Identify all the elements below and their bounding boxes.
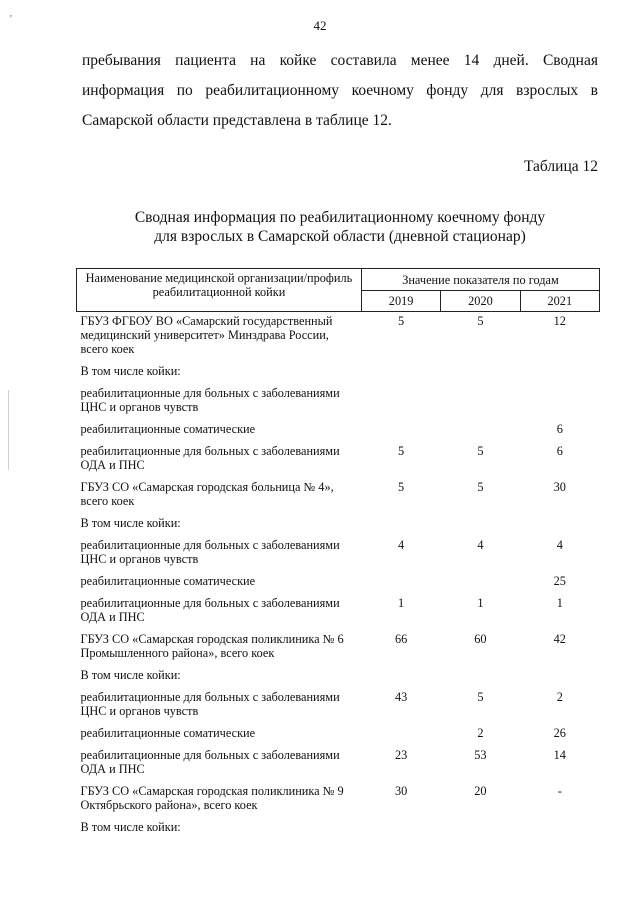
value-2019: 5: [398, 480, 405, 494]
table-label: Таблица 12: [523, 158, 598, 175]
table-title-line-1: Сводная информация по реабилитационному коечному фонду: [134, 209, 546, 226]
value-2019: [361, 362, 440, 384]
table-row: [77, 384, 600, 420]
table-row: [77, 818, 600, 840]
value-2019: 23: [394, 748, 408, 762]
value-2019: [361, 818, 440, 840]
value-2020: 5: [477, 480, 484, 494]
value-2021: [520, 818, 599, 840]
value-2019: 30: [394, 784, 408, 798]
row-name: реабилитационные для больных с заболеваниями ОДА и ПНС: [80, 596, 340, 624]
row-name: В том числе койки:: [80, 364, 181, 378]
table-row: [77, 746, 600, 782]
value-2020: [441, 384, 520, 420]
table-row: [77, 782, 600, 818]
value-2021: -: [557, 784, 562, 798]
value-2021: 6: [556, 444, 563, 458]
value-2019: 1: [398, 596, 405, 610]
value-2019: [361, 514, 440, 536]
table-row: [77, 442, 600, 478]
value-2021: 30: [553, 480, 566, 494]
value-2021: 42: [553, 632, 566, 646]
value-2021: [520, 362, 599, 384]
value-2020: 1: [477, 596, 484, 610]
table-row: [77, 312, 600, 363]
table-row: [77, 536, 600, 572]
row-name: реабилитационные соматические: [80, 574, 256, 588]
header-year-2019: 2019: [361, 291, 440, 312]
value-2020: [441, 362, 520, 384]
row-name: реабилитационные для больных с заболеваниями ОДА и ПНС: [80, 748, 340, 776]
row-name: ГБУЗ СО «Самарская городская больница № 4», всего коек: [80, 480, 334, 508]
row-name: В том числе койки:: [80, 516, 181, 530]
row-name: В том числе койки:: [80, 668, 181, 682]
value-2021: [520, 666, 599, 688]
value-2020: 53: [474, 748, 487, 762]
intro-text: пребывания пациента на койке составила менее 14 дней. Сводная информация по реабилитационному коечному фонду для взрослых в Самарской области представлена в таблице 12.: [82, 52, 598, 129]
value-2020: 2: [477, 726, 484, 740]
value-2020: [441, 572, 520, 594]
value-2020: [441, 420, 520, 442]
row-name: реабилитационные соматические: [80, 726, 256, 740]
table-row: [77, 630, 600, 666]
table-row: [77, 362, 600, 384]
table-row: [77, 688, 600, 724]
value-2021: [520, 384, 599, 420]
row-name: ГБУЗ ФГБОУ ВО «Самарский государственный медицинский университет» Минздрава России, всего коек: [80, 314, 333, 356]
table-row: [77, 514, 600, 536]
scan-mark: ': [10, 14, 12, 25]
scan-edge-line: [8, 390, 9, 470]
header-year-2021: 2021: [520, 291, 599, 312]
value-2021: 14: [553, 748, 566, 762]
row-name: ГБУЗ СО «Самарская городская поликлиника № 6 Промышленного района», всего коек: [80, 632, 344, 660]
table-row: [77, 594, 600, 630]
row-name: реабилитационные для больных с заболеваниями ЦНС и органов чувств: [80, 386, 340, 414]
table-row: [77, 420, 600, 442]
value-2021: [520, 514, 599, 536]
page-number: 42: [313, 18, 327, 33]
value-2021: 6: [556, 422, 563, 436]
value-2020: [441, 666, 520, 688]
value-2020: 5: [477, 314, 484, 328]
header-organization: Наименование медицинской организации/профиль реабилитационной койки: [77, 269, 362, 312]
beds-table: [76, 268, 600, 840]
value-2020: 5: [477, 690, 484, 704]
row-name: реабилитационные для больных с заболеваниями ЦНС и органов чувств: [80, 690, 340, 718]
value-2021: 1: [556, 596, 563, 610]
value-2020: [441, 514, 520, 536]
value-2020: 5: [477, 444, 484, 458]
value-2019: [361, 572, 440, 594]
row-name: реабилитационные для больных с заболеваниями ЦНС и органов чувств: [80, 538, 340, 566]
value-2019: 66: [394, 632, 408, 646]
row-name: реабилитационные для больных с заболеваниями ОДА и ПНС: [80, 444, 340, 472]
value-2021: 25: [553, 574, 566, 588]
value-2019: 43: [394, 690, 408, 704]
value-2019: 5: [398, 314, 405, 328]
value-2020: 4: [477, 538, 484, 552]
value-2020: 20: [474, 784, 487, 798]
header-year-2020: 2020: [441, 291, 520, 312]
value-2021: 26: [553, 726, 566, 740]
value-2019: 4: [398, 538, 405, 552]
table-title-line-2: для взрослых в Самарской области (дневной стационар): [154, 228, 526, 245]
value-2021: 12: [553, 314, 566, 328]
table-row: [77, 572, 600, 594]
value-2019: [361, 666, 440, 688]
value-2019: [361, 384, 440, 420]
value-2021: 4: [556, 538, 563, 552]
table-row: [77, 666, 600, 688]
intro-paragraph: [82, 46, 598, 136]
value-2019: [361, 724, 440, 746]
row-name: ГБУЗ СО «Самарская городская поликлиника № 9 Октябрьского района», всего коек: [80, 784, 344, 812]
value-2020: [441, 818, 520, 840]
row-name: реабилитационные соматические: [80, 422, 256, 436]
value-2021: 2: [556, 690, 563, 704]
header-values-by-year: Значение показателя по годам: [361, 269, 599, 291]
row-name: В том числе койки:: [80, 820, 181, 834]
table-title: [82, 208, 598, 246]
value-2019: [361, 420, 440, 442]
value-2019: 5: [398, 444, 405, 458]
table-row: [77, 724, 600, 746]
value-2020: 60: [474, 632, 487, 646]
table-row: [77, 478, 600, 514]
